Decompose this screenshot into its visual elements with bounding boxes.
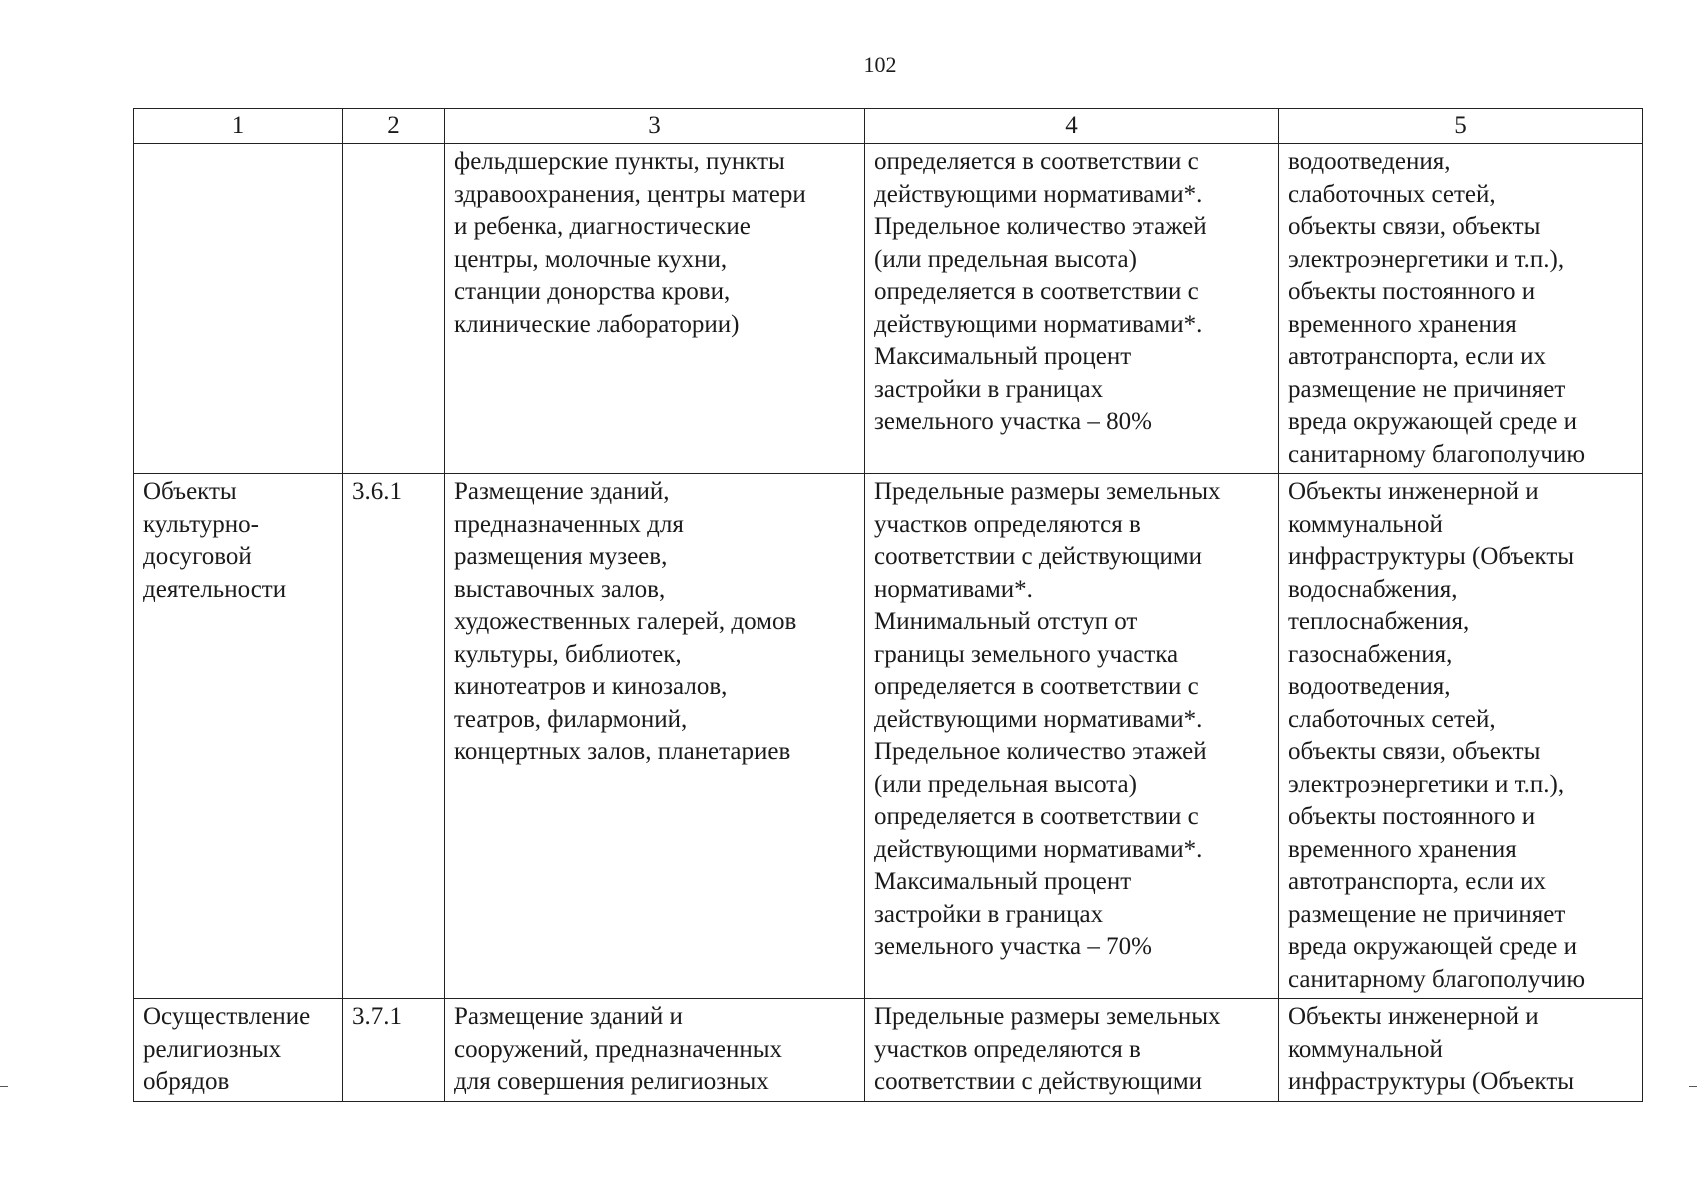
- cell-line: коммунальной: [1288, 1035, 1443, 1063]
- scan-margin-mark: [0, 1086, 8, 1087]
- cell-line: кинотеатров и кинозалов,: [454, 673, 728, 700]
- cell-line: слаботочных сетей,: [1288, 180, 1496, 208]
- cell-line: размещение не причиняет: [1288, 900, 1566, 928]
- use-name-cell: [134, 474, 343, 999]
- cell-line: санитарному благополучию: [1288, 440, 1586, 468]
- auxiliary-uses-cell: [1279, 474, 1643, 999]
- cell-line: инфраструктуры (Объекты: [1288, 543, 1575, 570]
- parameters-cell: [865, 999, 1279, 1102]
- cell-line: границы земельного участка: [874, 640, 1179, 668]
- cell-line: размещение не причиняет: [1288, 375, 1566, 403]
- cell-line: временного хранения: [1288, 835, 1517, 863]
- cell-line: (или предельная высота): [874, 245, 1137, 273]
- cell-line: театров, филармоний,: [454, 705, 688, 733]
- column-header: 1: [134, 109, 343, 144]
- cell-line: электроэнергетики и т.п.),: [1288, 770, 1565, 798]
- cell-line: Предельные размеры земельных: [874, 478, 1221, 505]
- cell-line: действующими нормативами*.: [874, 835, 1203, 863]
- cell-line: Размещение зданий и: [454, 1003, 683, 1030]
- cell-line: досуговой: [143, 543, 252, 570]
- cell-line: Максимальный процент: [874, 868, 1132, 895]
- cell-line: сооружений, предназначенных: [454, 1035, 783, 1063]
- cell-line: станции донорства крови,: [454, 278, 731, 305]
- use-name-cell: [134, 999, 343, 1102]
- cell-line: соответствии с действующими: [874, 543, 1203, 570]
- cell-line: религиозных: [143, 1035, 282, 1063]
- cell-line: концертных залов, планетариев: [454, 738, 791, 765]
- cell-line: Размещение зданий,: [454, 478, 670, 505]
- auxiliary-uses-cell: [1279, 144, 1643, 474]
- cell-line: Объекты инженерной и: [1288, 1003, 1539, 1030]
- scan-margin-mark: [1689, 1086, 1697, 1087]
- cell-line: Предельное количество этажей: [874, 213, 1207, 240]
- cell-line: Максимальный процент: [874, 343, 1132, 370]
- cell-line: Предельные размеры земельных: [874, 1003, 1221, 1030]
- cell-line: санитарному благополучию: [1288, 965, 1586, 993]
- cell-line: действующими нормативами*.: [874, 705, 1203, 733]
- use-code-cell: [343, 144, 445, 474]
- cell-line: вреда окружающей среде и: [1288, 408, 1577, 435]
- cell-line: определяется в соответствии с: [874, 803, 1199, 830]
- column-header: 5: [1279, 109, 1643, 144]
- column-header: 3: [445, 109, 865, 144]
- cell-line: застройки в границах: [874, 375, 1104, 403]
- cell-line: выставочных залов,: [454, 575, 666, 603]
- cell-line: объекты связи, объекты: [1288, 213, 1541, 240]
- cell-line: Предельное количество этажей: [874, 738, 1207, 765]
- cell-line: (или предельная высота): [874, 770, 1137, 798]
- parameters-cell: [865, 144, 1279, 474]
- cell-line: застройки в границах: [874, 900, 1104, 928]
- cell-line: участков определяются в: [874, 510, 1141, 538]
- use-name-cell: [134, 144, 343, 474]
- cell-line: слаботочных сетей,: [1288, 705, 1496, 733]
- cell-line: временного хранения: [1288, 310, 1517, 338]
- cell-line: инфраструктуры (Объекты: [1288, 1068, 1575, 1095]
- page-number: 102: [863, 52, 897, 77]
- column-header: 4: [865, 109, 1279, 144]
- cell-line: водоотведения,: [1288, 673, 1451, 700]
- cell-line: Осуществление: [143, 1003, 311, 1030]
- cell-line: Объекты: [143, 478, 237, 505]
- cell-line: земельного участка – 80%: [874, 408, 1152, 435]
- table-row: [134, 999, 1643, 1102]
- use-code-cell: [343, 999, 445, 1102]
- cell-line: обрядов: [143, 1068, 230, 1095]
- table-header-row: [134, 109, 1643, 144]
- use-code-cell: [343, 474, 445, 999]
- use-description-cell: [445, 144, 865, 474]
- cell-line: теплоснабжения,: [1288, 608, 1470, 635]
- cell-line: 3.7.1: [352, 1003, 402, 1030]
- cell-line: земельного участка – 70%: [874, 933, 1152, 960]
- cell-line: коммунальной: [1288, 510, 1443, 538]
- cell-line: определяется в соответствии с: [874, 673, 1199, 700]
- cell-line: определяется в соответствии с: [874, 148, 1199, 175]
- use-description-cell: [445, 999, 865, 1102]
- cell-line: действующими нормативами*.: [874, 180, 1203, 208]
- cell-line: водоотведения,: [1288, 148, 1451, 175]
- cell-line: центры, молочные кухни,: [454, 245, 728, 273]
- cell-line: здравоохранения, центры матери: [454, 180, 806, 208]
- cell-line: для совершения религиозных: [454, 1068, 769, 1095]
- use-description-cell: [445, 474, 865, 999]
- cell-line: нормативами*.: [874, 575, 1033, 603]
- cell-line: автотранспорта, если их: [1288, 343, 1547, 370]
- cell-line: газоснабжения,: [1288, 640, 1453, 668]
- cell-line: электроэнергетики и т.п.),: [1288, 245, 1565, 273]
- column-header: 2: [343, 109, 445, 144]
- cell-line: художественных галерей, домов: [454, 608, 797, 635]
- cell-line: Минимальный отступ от: [874, 608, 1138, 635]
- cell-line: культурно-: [143, 510, 259, 538]
- cell-line: Объекты инженерной и: [1288, 478, 1539, 505]
- cell-line: автотранспорта, если их: [1288, 868, 1547, 895]
- cell-line: клинические лаборатории): [454, 310, 740, 338]
- cell-line: водоснабжения,: [1288, 575, 1458, 603]
- cell-line: культуры, библиотек,: [454, 640, 682, 668]
- cell-line: вреда окружающей среде и: [1288, 933, 1577, 960]
- cell-line: 3.6.1: [352, 478, 402, 505]
- cell-line: размещения музеев,: [454, 543, 668, 570]
- parameters-cell: [865, 474, 1279, 999]
- cell-line: деятельности: [143, 575, 287, 603]
- cell-line: объекты постоянного и: [1288, 278, 1536, 305]
- cell-line: определяется в соответствии с: [874, 278, 1199, 305]
- cell-line: соответствии с действующими: [874, 1068, 1203, 1095]
- cell-line: объекты постоянного и: [1288, 803, 1536, 830]
- land-use-table: [133, 108, 1643, 1102]
- cell-line: фельдшерские пункты, пункты: [454, 148, 785, 175]
- cell-line: предназначенных для: [454, 510, 684, 538]
- cell-line: объекты связи, объекты: [1288, 738, 1541, 765]
- cell-line: и ребенка, диагностические: [454, 213, 751, 240]
- cell-line: действующими нормативами*.: [874, 310, 1203, 338]
- table-row: [134, 144, 1643, 474]
- table-row: [134, 474, 1643, 999]
- cell-line: участков определяются в: [874, 1035, 1141, 1063]
- auxiliary-uses-cell: [1279, 999, 1643, 1102]
